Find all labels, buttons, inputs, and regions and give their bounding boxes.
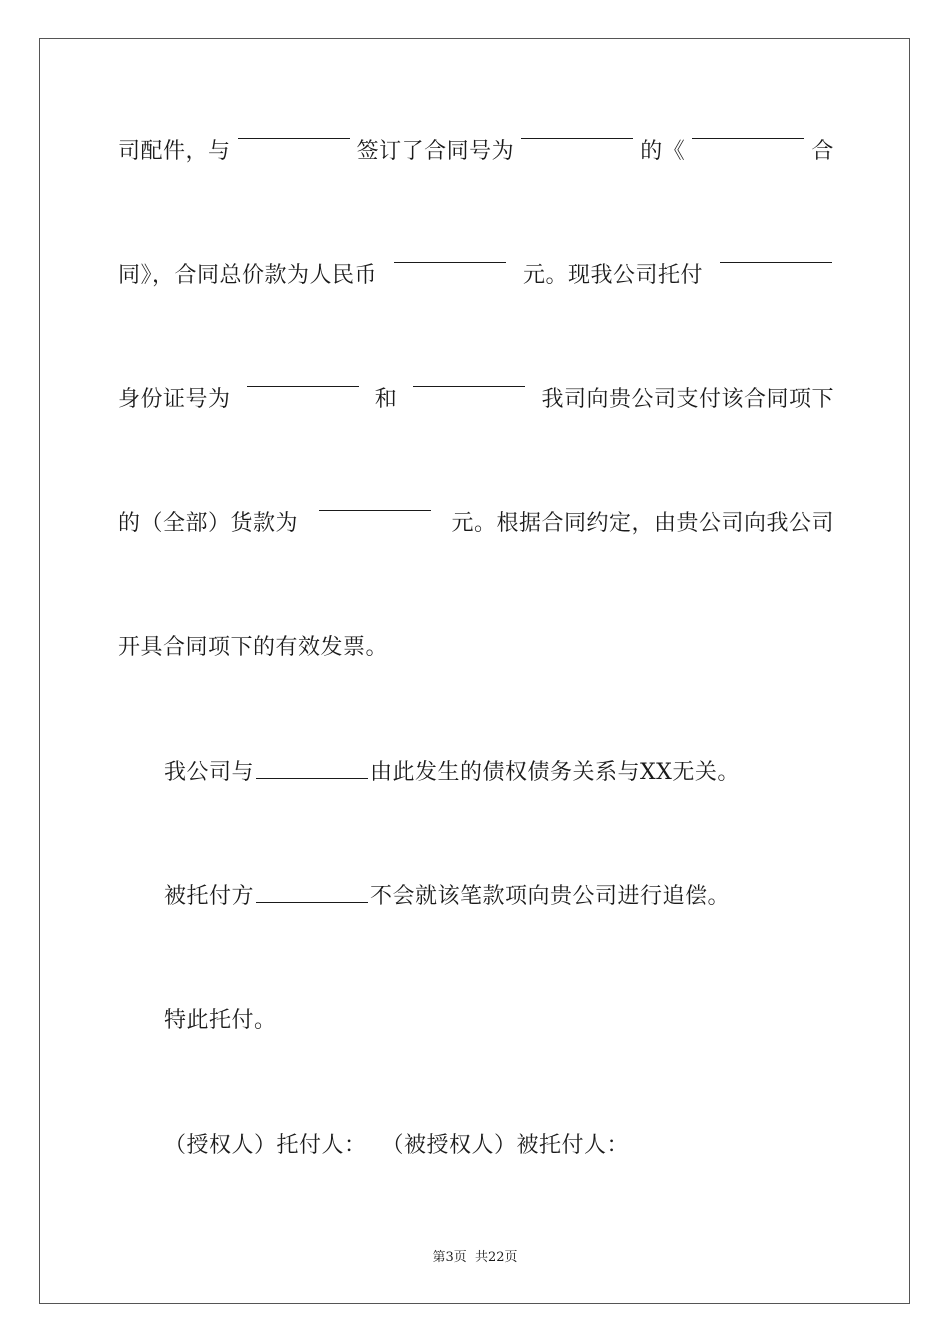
line1-text-b: 签订了合同号为 <box>356 139 515 164</box>
blank-field <box>521 137 633 139</box>
blank-field <box>413 385 525 387</box>
blank-field <box>692 137 804 139</box>
blank-field <box>394 261 506 263</box>
paragraph-line-3 <box>118 385 834 415</box>
paragraph-line-5: 开具合同项下的有效发票。 <box>118 635 389 660</box>
line3-text-c: 我司向贵公司支付该合同项下 <box>541 387 834 412</box>
blank-field <box>720 261 832 263</box>
blank-field <box>319 509 431 511</box>
page-number-label: 第3页 共22页 <box>432 1250 518 1265</box>
line3-text-b: 和 <box>374 387 398 412</box>
blank-field <box>238 137 350 139</box>
line7-text-a: 被托付方 <box>164 884 255 909</box>
paragraph-line-4 <box>118 509 834 539</box>
blank-field <box>247 385 359 387</box>
paragraph-line-2 <box>118 261 834 291</box>
line2-text-a: 同》，合同总价款为人民币 <box>118 263 378 288</box>
line4-text-b: 元。根据合同约定，由贵公司向我公司 <box>451 511 834 536</box>
line6-text-b: 由此发生的债权债务关系与XX无关。 <box>370 760 740 785</box>
line7-text-b: 不会就该笔款项向贵公司进行追偿。 <box>370 884 731 909</box>
line1-text-a: 司配件，与 <box>118 139 231 164</box>
line2-text-b: 元。现我公司托付 <box>522 263 703 288</box>
page-border <box>39 38 910 1304</box>
paragraph-line-7 <box>164 882 880 912</box>
blank-field <box>256 901 368 903</box>
line1-text-c: 的《 <box>640 139 686 164</box>
paragraph-line-6 <box>164 758 880 788</box>
blank-field <box>256 777 368 779</box>
line6-text-a: 我公司与 <box>164 760 255 785</box>
paragraph-line-1 <box>118 137 834 167</box>
page-footer <box>0 1246 950 1265</box>
paragraph-line-8: 特此托付。 <box>164 1008 277 1033</box>
line1-text-d: 合 <box>811 139 834 164</box>
signature-line: （授权人）托付人： （被授权人）被托付人： <box>164 1133 629 1158</box>
line3-text-a: 身份证号为 <box>118 387 231 412</box>
line4-text-a: 的（全部）货款为 <box>118 511 299 536</box>
